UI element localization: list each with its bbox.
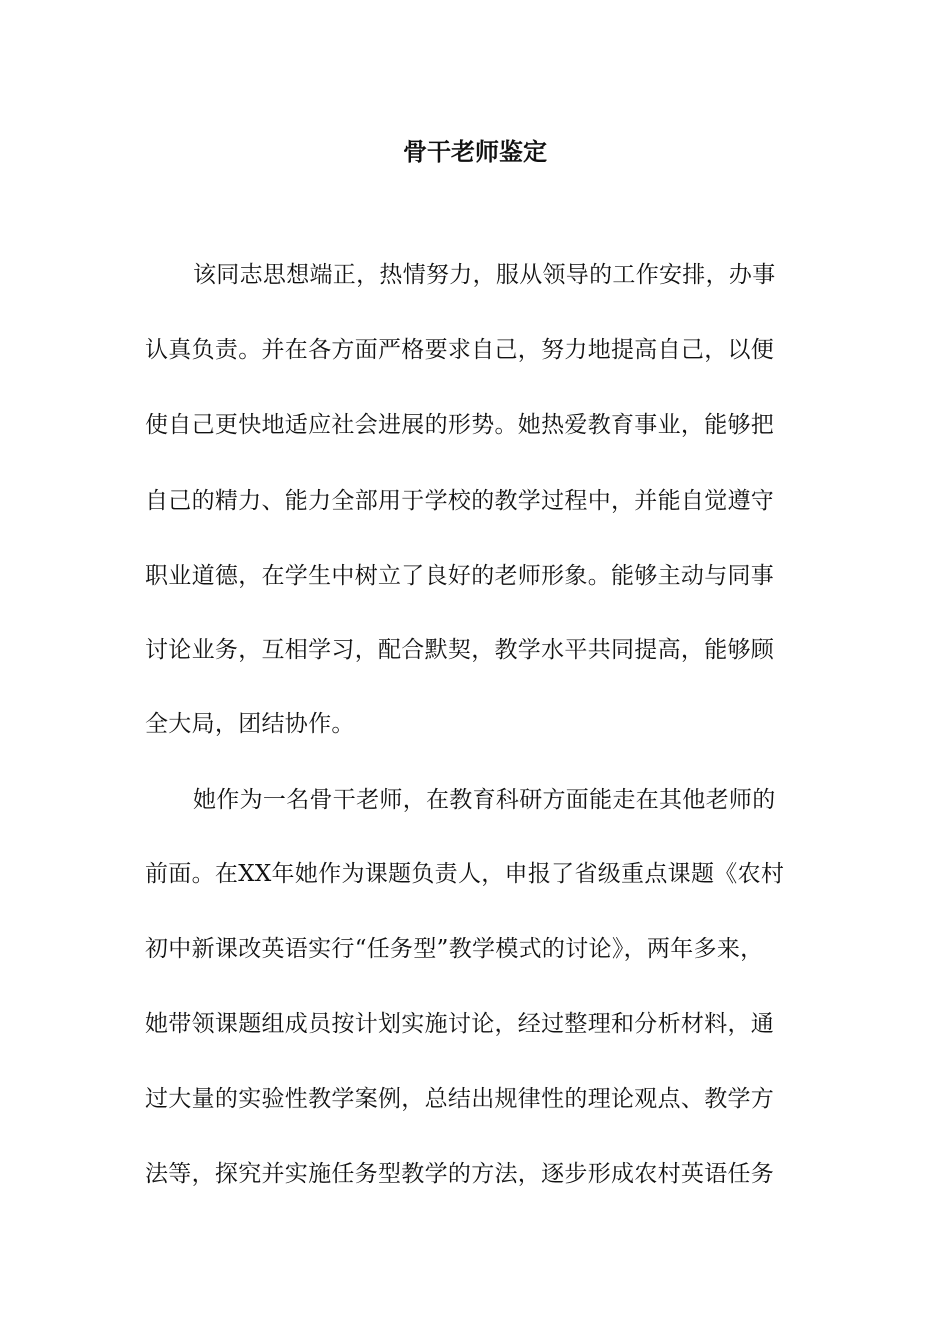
paragraph-2-line-5: 过大量的实验性教学案例，总结出规律性的理论观点、教学方 bbox=[145, 1086, 775, 1112]
paragraph-2-line-6: 法等，探究并实施任务型教学的方法，逐步形成农村英语任务 bbox=[145, 1161, 775, 1187]
document-title: 骨干老师鉴定 bbox=[403, 138, 547, 166]
paragraph-1-line-3: 使自己更快地适应社会进展的形势。她热爱教育事业，能够把 bbox=[145, 412, 775, 438]
paragraph-2-line-4: 她带领课题组成员按计划实施讨论，经过整理和分析材料，通 bbox=[145, 1011, 775, 1037]
paragraph-2-line-2: 前面。在XX年她作为课题负责人，申报了省级重点课题《农村 bbox=[145, 861, 785, 887]
paragraph-1-line-5: 职业道德，在学生中树立了良好的老师形象。能够主动与同事 bbox=[145, 563, 775, 589]
paragraph-1-line-4: 自己的精力、能力全部用于学校的教学过程中，并能自觉遵守 bbox=[145, 488, 775, 514]
paragraph-1-line-6: 讨论业务，互相学习，配合默契，教学水平共同提高，能够顾 bbox=[145, 637, 775, 663]
paragraph-1-line-2: 认真负责。并在各方面严格要求自己，努力地提高自己，以便 bbox=[145, 337, 775, 363]
paragraph-2-line-1: 她作为一名骨干老师，在教育科研方面能走在其他老师的 bbox=[193, 787, 776, 813]
paragraph-1-line-1: 该同志思想端正，热情努力，服从领导的工作安排，办事 bbox=[193, 262, 776, 288]
paragraph-2-line-3: 初中新课改英语实行“任务型”教学模式的讨论》，两年多来， bbox=[145, 936, 764, 962]
paragraph-1-line-7: 全大局，团结协作。 bbox=[145, 711, 355, 737]
